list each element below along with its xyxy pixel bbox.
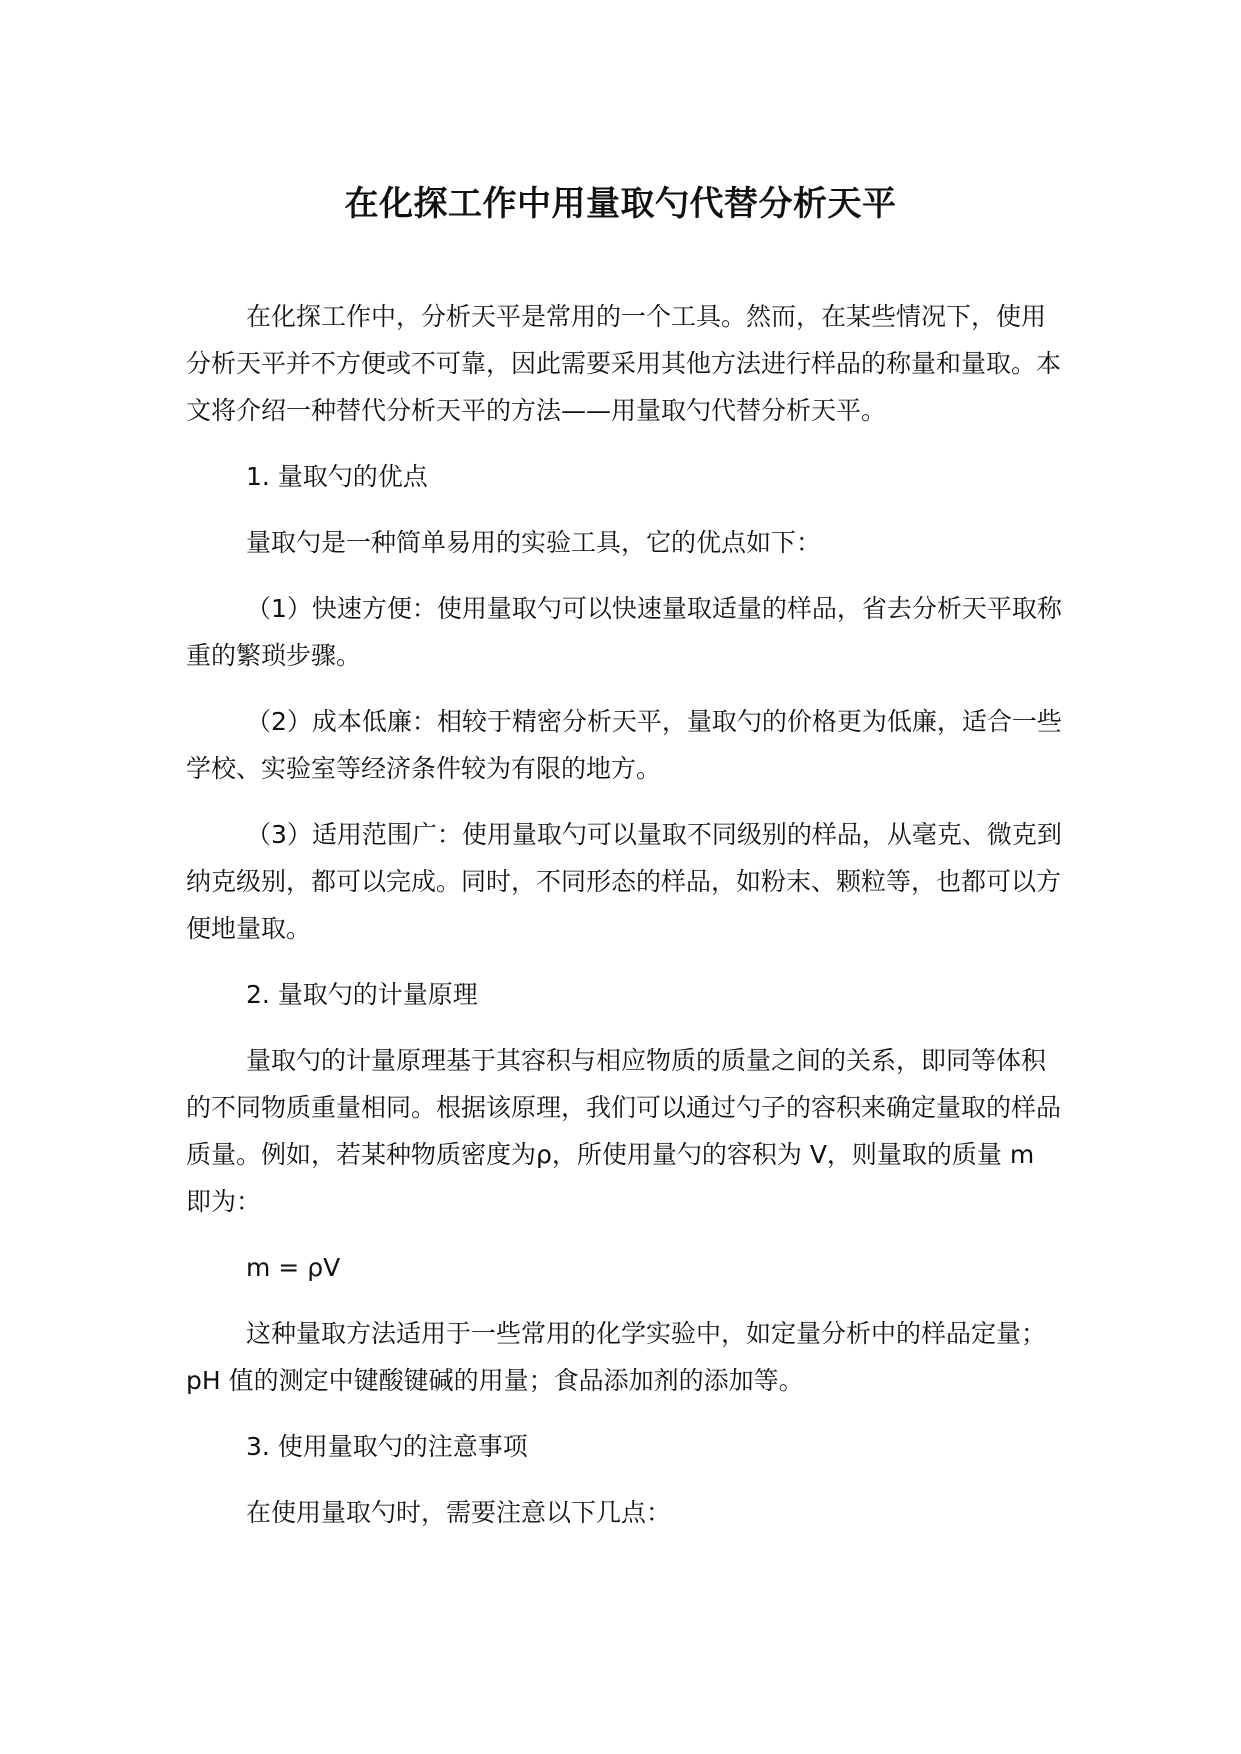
section-heading-precautions: 3. 使用量取勺的注意事项: [246, 1432, 528, 1461]
section-heading-advantages: 1. 量取勺的优点: [246, 462, 428, 491]
document-body: [186, 293, 1066, 1555]
section-heading-principle: 2. 量取勺的计量原理: [246, 980, 478, 1009]
advantage-item-3: （3）适用范围广：使用量取勺可以量取不同级别的样品，从毫克、微克到纳克级别，都可以完成。同时，不同形态的样品，如粉末、颗粒等，也都可以方便地量取。: [186, 820, 1062, 943]
formula-line: m = ρV: [246, 1253, 341, 1282]
precautions-intro-paragraph: 在使用量取勺时，需要注意以下几点：: [246, 1498, 672, 1527]
application-paragraph: 这种量取方法适用于一些常用的化学实验中，如定量分析中的样品定量； pH 值的测定中键酸键碱的用量；食品添加剂的添加等。: [186, 1319, 1047, 1395]
document-title: 在化探工作中用量取勺代替分析天平: [344, 184, 897, 224]
advantage-item-1: （1）快速方便：使用量取勺可以快速量取适量的样品，省去分析天平取称重的繁琐步骤。: [186, 594, 1062, 670]
advantages-intro-paragraph: 量取勺是一种简单易用的实验工具，它的优点如下：: [246, 528, 822, 557]
intro-paragraph: 在化探工作中，分析天平是常用的一个工具。然而，在某些情况下，使用分析天平并不方便或不可靠，因此需要采用其他方法进行样品的称量和量取。本文将介绍一种替代分析天平的方法——用量取勺代替分析天平。: [186, 302, 1062, 425]
principle-paragraph: 量取勺的计量原理基于其容积与相应物质的质量之间的关系，即同等体积的不同物质重量相同。根据该原理，我们可以通过勺子的容积来确定量取的样品质量。例如，若某种物质密度为ρ，所使用量勺的容积为 V，则量取的质量 m 即为：: [186, 1046, 1062, 1216]
advantage-item-2: （2）成本低廉：相较于精密分析天平，量取勺的价格更为低廉，适合一些学校、实验室等经济条件较为有限的地方。: [186, 707, 1062, 783]
